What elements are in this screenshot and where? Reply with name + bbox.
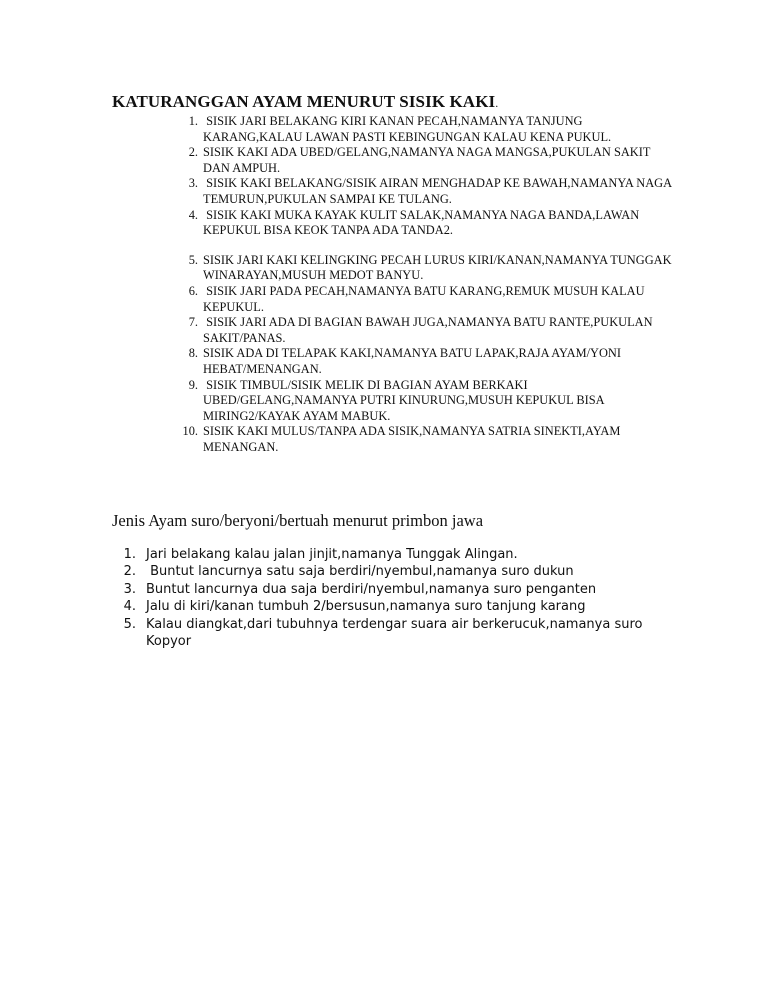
section2-title: Jenis Ayam suro/beryoni/bertuah menurut primbon jawa [112, 511, 484, 530]
list-item [172, 315, 672, 346]
section1-title-suffix: . [495, 96, 499, 110]
list-item [116, 581, 676, 598]
list-item-text: SISIK KAKI MUKA KAYAK KULIT SALAK,NAMANYA NAGA BANDA,LAWAN KEPUKUL BISA KEOK TANPA ADA TANDA2. [203, 207, 643, 238]
list-item [172, 176, 675, 207]
list-item-number: 1. [188, 114, 198, 128]
list-item-number: 1. [123, 547, 136, 562]
list-item-number: 10. [182, 424, 198, 439]
list-item-number: 5. [123, 616, 136, 632]
list-item-text: SISIK KAKI MULUS/TANPA ADA SISIK,NAMANYA SATRIA SINEKTI,AYAM MENANGAN. [203, 424, 624, 454]
list-item [172, 378, 672, 425]
list-item-text: SISIK JARI PADA PECAH,NAMANYA BATU KARANG,REMUK MUSUH KALAU KEPUKUL. [203, 283, 648, 314]
list-item-number: 7. [188, 315, 198, 330]
list-item-number: 8. [188, 346, 198, 361]
list-item-text: SISIK ADA DI TELAPAK KAKI,NAMANYA BATU LAPAK,RAJA AYAM/YONI HEBAT/MENANGAN. [203, 346, 625, 376]
list-item-text: Jalu di kiri/kanan tumbuh 2/bersusun,namanya suro tanjung karang [146, 599, 586, 615]
list-item [116, 616, 676, 651]
section1-title-text: KATURANGGAN AYAM MENURUT SISIK KAKI [112, 92, 496, 111]
list-item-number: 5. [188, 252, 198, 267]
list-item-text: SISIK JARI KAKI KELINGKING PECAH LURUS KIRI/KANAN,NAMANYA TUNGGAK WINARAYAN,MUSUH MEDOT BANYU. [203, 252, 675, 283]
section1-list [172, 114, 675, 455]
list-item [172, 145, 672, 176]
list-item [172, 284, 672, 315]
list-item [116, 598, 676, 615]
list-item [116, 563, 676, 580]
list-item [172, 208, 672, 239]
section1-title [112, 92, 498, 112]
list-item-number: 9. [188, 377, 198, 392]
list-item [116, 546, 676, 563]
list-item-text: Kalau diangkat,dari tubuhnya terdengar suara air berkerucuk,namanya suro Kopyor [146, 616, 647, 650]
list-item-number: 6. [188, 283, 198, 298]
list-item [172, 424, 672, 455]
list-item-text: SISIK JARI ADA DI BAGIAN BAWAH JUGA,NAMANYA BATU RANTE,PUKULAN SAKIT/PANAS. [203, 315, 656, 345]
list-item-number: 4. [123, 599, 136, 615]
list-item-number: 3. [188, 176, 198, 191]
list-item-number: 4. [188, 207, 198, 222]
list-item-text: Buntut lancurnya satu saja berdiri/nyembul,namanya suro dukun [146, 564, 574, 580]
list-item-text: SISIK JARI BELAKANG KIRI KANAN PECAH,NAMANYA TANJUNG KARANG,KALAU LAWAN PASTI KEBINGUNGAN KALAU KENA PUKUL. [203, 114, 612, 144]
list-item-text: Buntut lancurnya dua saja berdiri/nyembul,namanya suro penganten [146, 581, 597, 597]
list-item [172, 346, 672, 377]
list-item-text: SISIK KAKI BELAKANG/SISIK AIRAN MENGHADAP KE BAWAH,NAMANYA NAGA TEMURUN,PUKULAN SAMPAI KE TULANG. [203, 176, 675, 206]
list-item-text: SISIK KAKI ADA UBED/GELANG,NAMANYA NAGA MANGSA,PUKULAN SAKIT DAN AMPUH. [203, 145, 654, 175]
list-item-text: SISIK TIMBUL/SISIK MELIK DI BAGIAN AYAM BERKAKI UBED/GELANG,NAMANYA PUTRI KINURUNG,MUSUH KEPUKUL BISA MIRING2/KAYAK AYAM MABUK. [203, 377, 607, 423]
section2-list [116, 546, 676, 650]
list-item [172, 252, 675, 284]
list-item-number: 3. [123, 581, 136, 597]
list-item-number: 2. [188, 145, 198, 160]
list-item [172, 114, 672, 145]
list-item-number: 2. [123, 564, 136, 580]
list-item-text: Jari belakang kalau jalan jinjit,namanya Tunggak Alingan. [146, 547, 518, 562]
